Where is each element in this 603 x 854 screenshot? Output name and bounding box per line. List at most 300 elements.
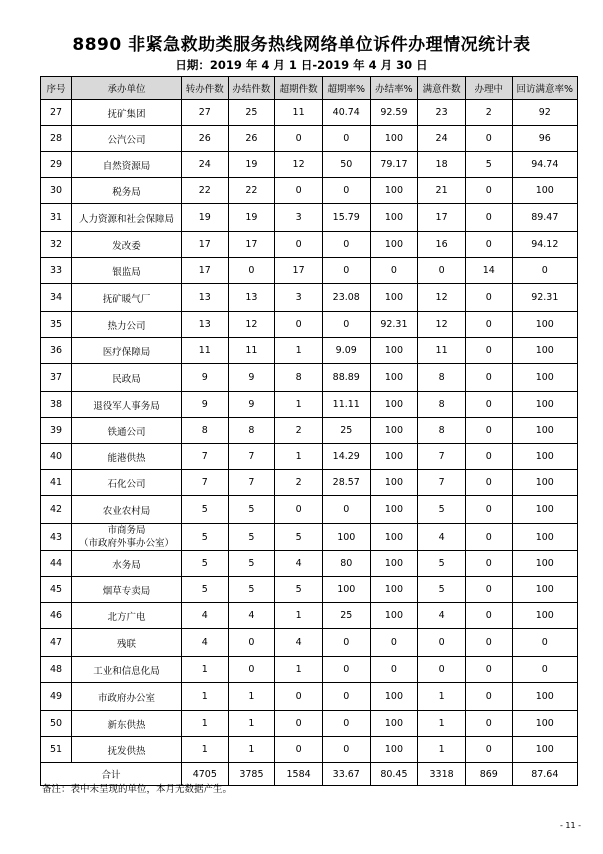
table-cell: 发改委 [72, 232, 182, 258]
table-cell: 13 [181, 284, 228, 312]
table-cell: 农业农村局 [72, 496, 182, 524]
table-cell: 21 [418, 178, 466, 204]
page-title: 8890 非紧急救助类服务热线网络单位诉件办理情况统计表 [72, 35, 531, 55]
table-cell: 市商务局 （市政府外事办公室） [72, 524, 182, 551]
table-cell: 100 [370, 603, 418, 629]
table-cell: 0 [465, 524, 512, 551]
table-cell: 0 [322, 258, 370, 284]
column-header: 办结件数 [228, 77, 275, 100]
table-cell: 42 [41, 496, 72, 524]
table-cell: 25 [228, 100, 275, 126]
table-header [41, 77, 578, 100]
table-row [41, 152, 578, 178]
table-cell: 11 [228, 338, 275, 364]
table-cell: 23.08 [322, 284, 370, 312]
table-cell: 16 [418, 232, 466, 258]
table-cell: 12 [418, 284, 466, 312]
table-cell: 49 [41, 683, 72, 711]
table-cell: 0 [275, 178, 323, 204]
table-cell: 1 [275, 657, 323, 683]
table-cell: 94.74 [512, 152, 577, 178]
table-cell: 46 [41, 603, 72, 629]
table-cell: 100 [370, 551, 418, 577]
table-cell: 北方广电 [72, 603, 182, 629]
table-cell: 1 [181, 657, 228, 683]
table-cell: 0 [275, 126, 323, 152]
table-cell: 89.47 [512, 204, 577, 232]
table-cell: 医疗保障局 [72, 338, 182, 364]
table-cell: 9 [181, 392, 228, 418]
table-cell: 0 [512, 629, 577, 657]
table-cell: 17 [181, 232, 228, 258]
table-cell: 1 [228, 737, 275, 763]
table-cell: 94.12 [512, 232, 577, 258]
table-cell: 0 [465, 232, 512, 258]
table-cell: 5 [181, 577, 228, 603]
table-cell: 14.29 [322, 444, 370, 470]
table-cell: 100 [512, 496, 577, 524]
table-cell: 2 [275, 418, 323, 444]
table-cell: 税务局 [72, 178, 182, 204]
table-cell: 7 [228, 444, 275, 470]
table-cell: 40.74 [322, 100, 370, 126]
table-cell: 5 [418, 551, 466, 577]
table-cell: 9 [228, 364, 275, 392]
table-cell: 0 [465, 551, 512, 577]
table-cell: 抚矿暖气厂 [72, 284, 182, 312]
table-cell: 1 [418, 683, 466, 711]
table-cell: 92.31 [370, 312, 418, 338]
table-cell: 抚发供热 [72, 737, 182, 763]
table-cell: 0 [322, 737, 370, 763]
table-cell: 19 [228, 152, 275, 178]
table-cell: 0 [370, 657, 418, 683]
table-cell: 100 [512, 312, 577, 338]
table-cell: 0 [370, 258, 418, 284]
table-cell: 100 [370, 284, 418, 312]
table-cell: 26 [228, 126, 275, 152]
table-cell: 1 [181, 711, 228, 737]
table-row [41, 204, 578, 232]
table-cell: 44 [41, 551, 72, 577]
table-cell: 5 [228, 524, 275, 551]
table-cell: 100 [512, 551, 577, 577]
table-cell: 0 [322, 496, 370, 524]
table-cell: 29 [41, 152, 72, 178]
column-header: 转办件数 [181, 77, 228, 100]
table-cell: 4 [275, 551, 323, 577]
table-cell: 1 [181, 683, 228, 711]
table-cell: 0 [465, 470, 512, 496]
table-cell: 43 [41, 524, 72, 551]
table-cell: 5 [275, 524, 323, 551]
table-cell: 92.31 [512, 284, 577, 312]
table-row [41, 577, 578, 603]
table-cell: 5 [181, 496, 228, 524]
table-row [41, 657, 578, 683]
table-cell: 100 [512, 711, 577, 737]
table-cell: 22 [181, 178, 228, 204]
table-cell: 民政局 [72, 364, 182, 392]
table-cell: 100 [370, 126, 418, 152]
table-cell: 100 [512, 470, 577, 496]
table-row [41, 100, 578, 126]
table-cell: 5 [228, 551, 275, 577]
table-cell: 0 [322, 657, 370, 683]
table-cell: 0 [228, 258, 275, 284]
table-row [41, 258, 578, 284]
table-cell: 7 [181, 470, 228, 496]
total-cell: 3318 [418, 763, 466, 786]
table-cell: 11 [181, 338, 228, 364]
table-cell: 80 [322, 551, 370, 577]
table-cell: 100 [512, 444, 577, 470]
table-cell: 41 [41, 470, 72, 496]
column-header: 序号 [41, 77, 72, 100]
table-cell: 4 [181, 603, 228, 629]
table-cell: 100 [370, 524, 418, 551]
table-cell: 0 [418, 657, 466, 683]
table-cell: 100 [370, 470, 418, 496]
total-cell: 1584 [275, 763, 323, 786]
table-row [41, 392, 578, 418]
column-header: 承办单位 [72, 77, 182, 100]
table-cell: 35 [41, 312, 72, 338]
table-cell: 0 [322, 683, 370, 711]
table-cell: 8 [228, 418, 275, 444]
table-cell: 0 [418, 629, 466, 657]
table-cell: 19 [228, 204, 275, 232]
table-cell: 4 [275, 629, 323, 657]
table-cell: 36 [41, 338, 72, 364]
table-cell: 1 [275, 603, 323, 629]
table-cell: 4 [418, 524, 466, 551]
table-cell: 25 [322, 603, 370, 629]
table-row [41, 126, 578, 152]
table-cell: 0 [275, 312, 323, 338]
table-cell: 0 [228, 657, 275, 683]
table-cell: 1 [181, 737, 228, 763]
total-cell: 33.67 [322, 763, 370, 786]
table-cell: 0 [465, 392, 512, 418]
table-cell: 0 [322, 711, 370, 737]
table-cell: 0 [322, 178, 370, 204]
table-cell: 0 [512, 657, 577, 683]
table-cell: 38 [41, 392, 72, 418]
table-cell: 9 [181, 364, 228, 392]
table-cell: 7 [181, 444, 228, 470]
table-cell: 27 [181, 100, 228, 126]
table-row [41, 603, 578, 629]
table-cell: 0 [465, 284, 512, 312]
table-cell: 0 [228, 629, 275, 657]
table-cell: 40 [41, 444, 72, 470]
table-cell: 0 [465, 178, 512, 204]
table-cell: 48 [41, 657, 72, 683]
table-cell: 残联 [72, 629, 182, 657]
table-cell: 100 [370, 711, 418, 737]
table-cell: 100 [370, 577, 418, 603]
table-cell: 5 [418, 496, 466, 524]
table-cell: 50 [41, 711, 72, 737]
table-cell: 45 [41, 577, 72, 603]
table-cell: 18 [418, 152, 466, 178]
table-cell: 1 [418, 737, 466, 763]
table-cell: 1 [275, 444, 323, 470]
table-cell: 5 [275, 577, 323, 603]
table-row [41, 683, 578, 711]
table-cell: 47 [41, 629, 72, 657]
table-cell: 100 [322, 524, 370, 551]
table-cell: 银监局 [72, 258, 182, 284]
total-label: 合计 [41, 763, 182, 786]
table-cell: 100 [370, 737, 418, 763]
table-cell: 51 [41, 737, 72, 763]
table-cell: 28.57 [322, 470, 370, 496]
table-cell: 7 [418, 470, 466, 496]
table-cell: 5 [465, 152, 512, 178]
table-cell: 19 [181, 204, 228, 232]
table-cell: 0 [322, 312, 370, 338]
total-cell: 4705 [181, 763, 228, 786]
table-row [41, 524, 578, 551]
column-header: 满意件数 [418, 77, 466, 100]
table-cell: 100 [512, 392, 577, 418]
table-cell: 79.17 [370, 152, 418, 178]
table-cell: 5 [418, 577, 466, 603]
table-cell: 31 [41, 204, 72, 232]
table-row [41, 737, 578, 763]
column-header: 办理中 [465, 77, 512, 100]
table-cell: 100 [370, 444, 418, 470]
table-cell: 100 [370, 496, 418, 524]
table-cell: 50 [322, 152, 370, 178]
table-cell: 铁通公司 [72, 418, 182, 444]
table-cell: 1 [228, 683, 275, 711]
table-cell: 23 [418, 100, 466, 126]
table-cell: 0 [465, 657, 512, 683]
table-cell: 25 [322, 418, 370, 444]
footnote: 备注：表中未呈现的单位，本月无数据产生。 [42, 784, 233, 795]
table-cell: 100 [512, 577, 577, 603]
table-cell: 100 [512, 338, 577, 364]
page-number: - 11 - [560, 821, 582, 830]
table-cell: 0 [275, 737, 323, 763]
table-cell: 96 [512, 126, 577, 152]
table-cell: 0 [465, 126, 512, 152]
table-cell: 0 [465, 364, 512, 392]
table-cell: 100 [512, 737, 577, 763]
table-cell: 32 [41, 232, 72, 258]
table-cell: 100 [512, 603, 577, 629]
table-cell: 100 [370, 232, 418, 258]
total-cell: 3785 [228, 763, 275, 786]
table-cell: 能港供热 [72, 444, 182, 470]
column-header: 办结率% [370, 77, 418, 100]
table-cell: 8 [418, 392, 466, 418]
table-cell: 12 [275, 152, 323, 178]
table-row [41, 418, 578, 444]
table-cell: 17 [275, 258, 323, 284]
table-cell: 7 [228, 470, 275, 496]
table-cell: 28 [41, 126, 72, 152]
table-row [41, 338, 578, 364]
table-cell: 24 [181, 152, 228, 178]
table-cell: 抚矿集团 [72, 100, 182, 126]
table-cell: 1 [275, 392, 323, 418]
table-cell: 4 [228, 603, 275, 629]
table-cell: 17 [418, 204, 466, 232]
table-cell: 33 [41, 258, 72, 284]
table-row [41, 551, 578, 577]
table-cell: 8 [418, 364, 466, 392]
date-range: 日期：2019 年 4 月 1 日-2019 年 4 月 30 日 [175, 58, 428, 72]
table-row [41, 444, 578, 470]
table-cell: 24 [418, 126, 466, 152]
table-row [41, 284, 578, 312]
table-row [41, 312, 578, 338]
table-cell: 0 [275, 496, 323, 524]
header-row [41, 77, 578, 100]
table-cell: 9.09 [322, 338, 370, 364]
table-cell: 12 [228, 312, 275, 338]
total-cell: 80.45 [370, 763, 418, 786]
table-cell: 5 [181, 524, 228, 551]
table-cell: 5 [228, 496, 275, 524]
table-cell: 0 [465, 496, 512, 524]
table-cell: 3 [275, 204, 323, 232]
table-cell: 26 [181, 126, 228, 152]
table-cell: 4 [418, 603, 466, 629]
column-header: 回访满意率% [512, 77, 577, 100]
table-cell: 13 [228, 284, 275, 312]
table-cell: 100 [512, 418, 577, 444]
table-cell: 0 [465, 444, 512, 470]
table-cell: 石化公司 [72, 470, 182, 496]
total-cell: 869 [465, 763, 512, 786]
table-cell: 100 [370, 418, 418, 444]
table-cell: 39 [41, 418, 72, 444]
table-cell: 100 [512, 178, 577, 204]
table-cell: 4 [181, 629, 228, 657]
table-cell: 0 [465, 711, 512, 737]
table-cell: 工业和信息化局 [72, 657, 182, 683]
table-cell: 30 [41, 178, 72, 204]
table-cell: 0 [465, 312, 512, 338]
table-cell: 13 [181, 312, 228, 338]
column-header: 超期件数 [275, 77, 323, 100]
table-cell: 新东供热 [72, 711, 182, 737]
table-cell: 3 [275, 284, 323, 312]
table-cell: 0 [275, 711, 323, 737]
table-cell: 100 [370, 392, 418, 418]
table-row [41, 470, 578, 496]
table-cell: 0 [465, 603, 512, 629]
table-cell: 0 [465, 338, 512, 364]
table-row [41, 629, 578, 657]
table-cell: 水务局 [72, 551, 182, 577]
table-cell: 11 [275, 100, 323, 126]
table-cell: 22 [228, 178, 275, 204]
table-row [41, 178, 578, 204]
table-cell: 88.89 [322, 364, 370, 392]
table-cell: 9 [228, 392, 275, 418]
table-cell: 0 [465, 577, 512, 603]
table-cell: 0 [322, 629, 370, 657]
table-cell: 2 [275, 470, 323, 496]
table-cell: 8 [418, 418, 466, 444]
table-cell: 0 [275, 683, 323, 711]
table-cell: 12 [418, 312, 466, 338]
table-cell: 100 [370, 178, 418, 204]
table-cell: 37 [41, 364, 72, 392]
table-cell: 100 [370, 204, 418, 232]
table-row [41, 232, 578, 258]
table-cell: 17 [181, 258, 228, 284]
table-row [41, 364, 578, 392]
table-cell: 0 [465, 737, 512, 763]
table-cell: 100 [370, 338, 418, 364]
total-cell: 87.64 [512, 763, 577, 786]
statistics-table [40, 76, 578, 786]
table-cell: 100 [370, 683, 418, 711]
table-cell: 100 [512, 524, 577, 551]
table-cell: 15.79 [322, 204, 370, 232]
table-body [41, 100, 578, 786]
table-cell: 11.11 [322, 392, 370, 418]
table-row [41, 711, 578, 737]
table-row [41, 496, 578, 524]
table-cell: 0 [370, 629, 418, 657]
table-cell: 27 [41, 100, 72, 126]
table-cell: 5 [228, 577, 275, 603]
table-cell: 1 [228, 711, 275, 737]
table-cell: 自然资源局 [72, 152, 182, 178]
table-cell: 92.59 [370, 100, 418, 126]
table-cell: 1 [275, 338, 323, 364]
table-cell: 92 [512, 100, 577, 126]
table-cell: 0 [512, 258, 577, 284]
table-cell: 0 [465, 418, 512, 444]
table-cell: 5 [181, 551, 228, 577]
table-cell: 0 [275, 232, 323, 258]
table-cell: 100 [370, 364, 418, 392]
table-cell: 0 [465, 683, 512, 711]
table-cell: 100 [322, 577, 370, 603]
table-cell: 34 [41, 284, 72, 312]
table-cell: 0 [465, 204, 512, 232]
table-cell: 0 [465, 629, 512, 657]
table-cell: 热力公司 [72, 312, 182, 338]
table-cell: 11 [418, 338, 466, 364]
table-cell: 8 [181, 418, 228, 444]
table-cell: 0 [418, 258, 466, 284]
table-cell: 100 [512, 364, 577, 392]
table-cell: 0 [322, 126, 370, 152]
table-cell: 烟草专卖局 [72, 577, 182, 603]
table-cell: 退役军人事务局 [72, 392, 182, 418]
table-cell: 100 [512, 683, 577, 711]
table-cell: 8 [275, 364, 323, 392]
column-header: 超期率% [322, 77, 370, 100]
table-cell: 0 [322, 232, 370, 258]
table-cell: 市政府办公室 [72, 683, 182, 711]
table-cell: 14 [465, 258, 512, 284]
table-cell: 公汽公司 [72, 126, 182, 152]
table-cell: 7 [418, 444, 466, 470]
table-cell: 1 [418, 711, 466, 737]
table-cell: 17 [228, 232, 275, 258]
